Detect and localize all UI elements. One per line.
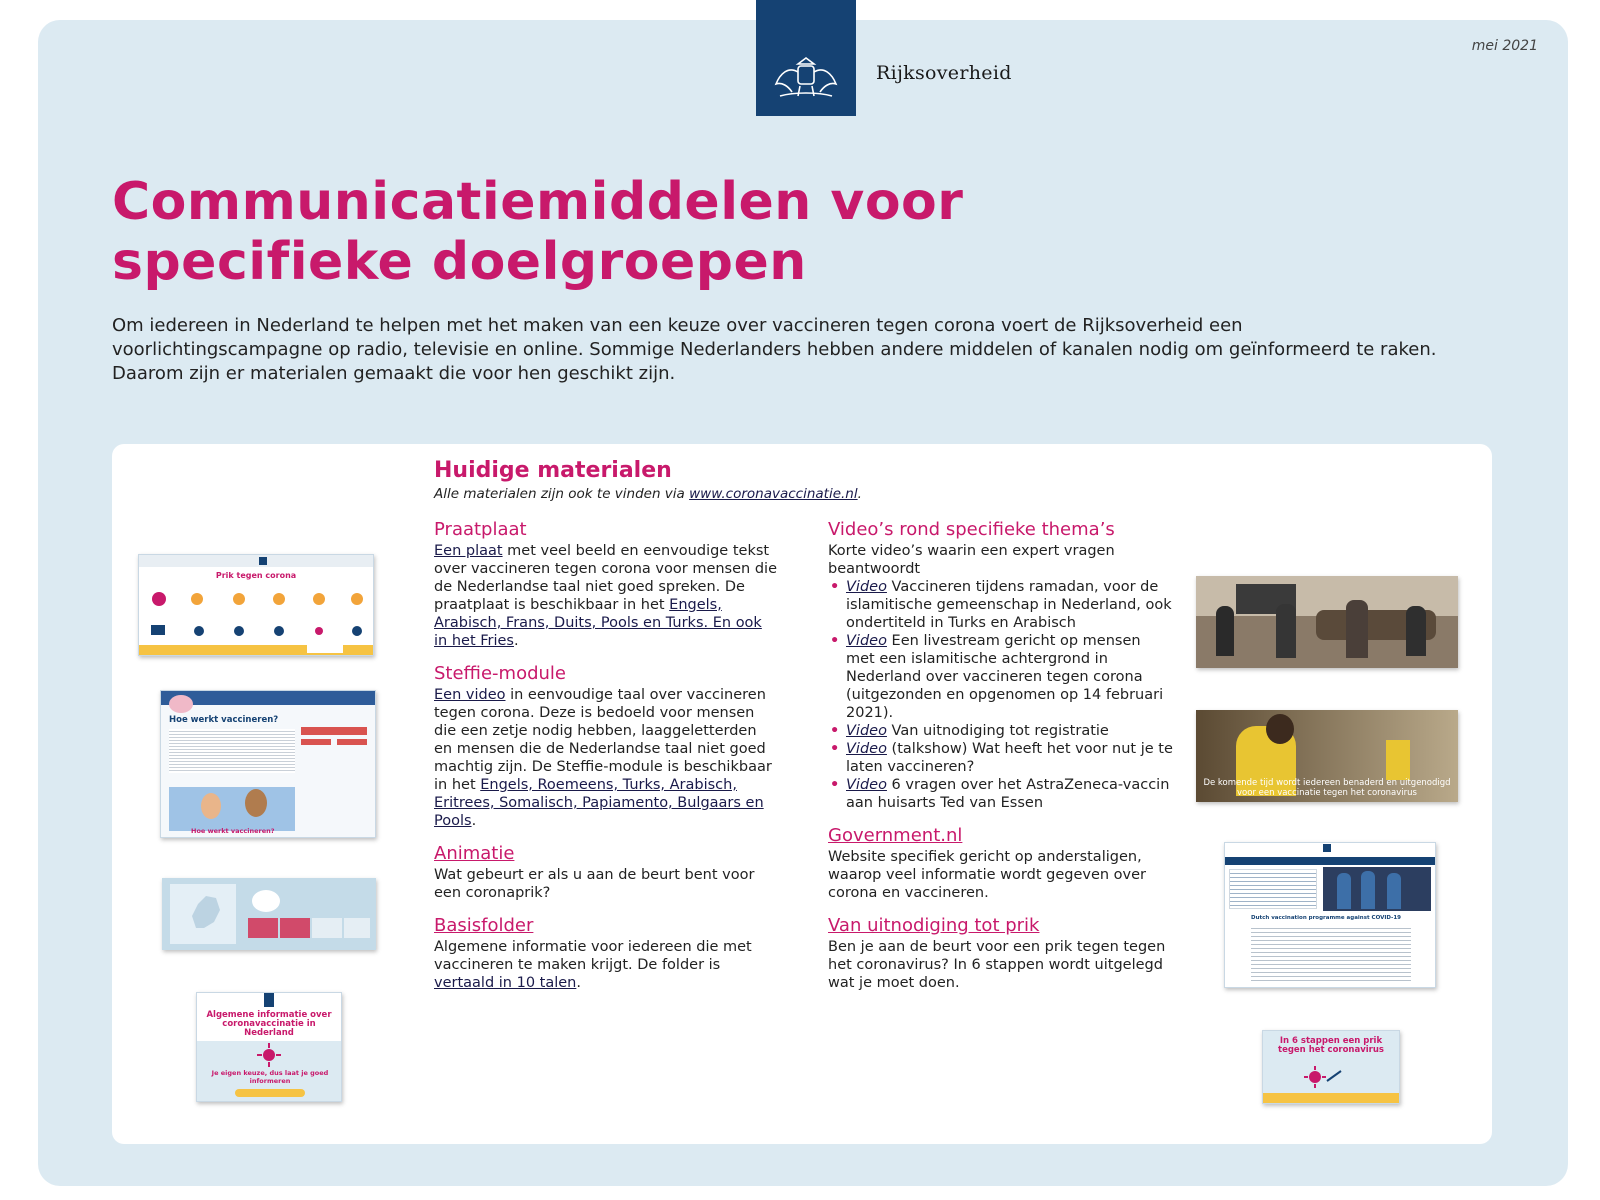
publication-date: mei 2021 <box>1471 38 1538 54</box>
praatplaat-text-2: . <box>513 633 519 649</box>
left-column <box>434 520 779 1006</box>
video-description: 6 vragen over het AstraZeneca-vaccin aan huisarts Ted van Essen <box>846 777 1170 811</box>
steffie-text <box>434 686 779 830</box>
basisfolder-text <box>434 938 779 992</box>
animatie-thumbnail[interactable] <box>162 878 376 950</box>
page-title <box>112 172 1412 292</box>
praatplaat-thumbnail[interactable] <box>138 554 374 656</box>
government-block <box>828 826 1173 902</box>
steffie-block <box>434 664 779 830</box>
materials-heading: Huidige materialen <box>434 458 672 483</box>
praatplaat-languages-link[interactable]: Engels, Arabisch, Frans, Duits, Pools en Turks. En ook in het Fries <box>434 597 762 649</box>
praatplaat-block <box>434 520 779 650</box>
steffie-thumbnail-title: Hoe werkt vaccineren? <box>169 715 279 725</box>
vaccination-video-caption: De komende tijd wordt iedereen benaderd en uitgenodigd voor een vaccinatie tegen het coronavirus <box>1203 778 1451 798</box>
folder-thumbnail-subtitle: Je eigen keuze, dus laat je goed informeren <box>211 1069 329 1085</box>
basisfolder-translations-link[interactable]: vertaald in 10 talen <box>434 975 577 991</box>
ramadan-video-thumbnail[interactable] <box>1196 576 1458 668</box>
video-list-item <box>828 722 1173 740</box>
animatie-title-link[interactable]: Animatie <box>434 843 515 864</box>
praatplaat-text <box>434 542 779 650</box>
basisfolder-block <box>434 916 779 992</box>
animatie-block <box>434 844 779 902</box>
netherlands-map-icon <box>186 892 226 932</box>
video-link[interactable]: Video <box>846 633 887 649</box>
materials-subheading <box>434 486 862 502</box>
intro-paragraph: Om iedereen in Nederland te helpen met het maken van een keuze over vaccineren tegen corona voert de Rijksoverheid een voorlichtingscampagne op radio, televisie en online. Sommige Nederlanders hebben andere middelen of kanalen nodig om geïnformeerd te raken. Daarom zijn er materialen gemaakt die voor hen geschikt zijn. <box>112 315 1437 384</box>
steffie-thumbnail-footer: Hoe werkt vaccineren? <box>191 827 275 835</box>
government-text: Website specifiek gericht op anderstaligen, waarop veel informatie wordt gegeven over corona en vaccineren. <box>828 849 1146 901</box>
video-link[interactable]: Video <box>846 777 887 793</box>
basisfolder-text-1: Algemene informatie voor iedereen die met vaccineren te maken krijgt. De folder is <box>434 939 752 973</box>
praatplaat-title: Praatplaat <box>434 519 527 540</box>
vaccination-video-thumbnail[interactable] <box>1196 710 1458 802</box>
steffie-text-2: . <box>471 813 477 829</box>
praatplaat-link[interactable]: Een plaat <box>434 543 503 559</box>
praatplaat-illustration <box>139 581 374 656</box>
video-list-item <box>828 578 1173 632</box>
video-link[interactable]: Video <box>846 579 887 595</box>
steffie-video-link[interactable]: Een video <box>434 687 506 703</box>
coat-of-arms-icon <box>770 56 842 104</box>
brand-name: Rijksoverheid <box>876 62 1012 84</box>
uitnodiging-block <box>828 916 1173 992</box>
steffie-text-1: in eenvoudige taal over vaccineren tegen corona. Deze is bedoeld voor mensen die een zetje nodig hebben, laaggeletterden en mensen die de Nederlandse taal niet goed machtig zijn. De Steffie-module is beschikbaar in het <box>434 687 772 793</box>
video-list <box>828 578 1173 812</box>
video-description: Een livestream gericht op mensen met een islamitische achtergrond in Nederland over vaccineren tegen corona (uitgezonden en opgenomen op 14 februari 2021). <box>846 633 1164 721</box>
video-list-item <box>828 632 1173 722</box>
video-link[interactable]: Video <box>846 723 887 739</box>
title-line-2: specifieke doelgroepen <box>112 232 807 292</box>
video-description: (talkshow) Wat heeft het voor nut je te laten vaccineren? <box>846 741 1173 775</box>
video-link[interactable]: Video <box>846 741 887 757</box>
six-steps-thumbnail[interactable] <box>1262 1030 1400 1104</box>
video-description: Van uitnodiging tot registratie <box>886 723 1109 739</box>
videos-title: Video’s rond specifieke thema’s <box>828 519 1115 540</box>
steffie-languages-link[interactable]: Engels, Roemeens, Turks, Arabisch, Eritrees, Somalisch, Papiamento, Bulgaars en Pools <box>434 777 764 829</box>
uitnodiging-text: Ben je aan de beurt voor een prik tegen tegen het coronavirus? In 6 stappen wordt uitgelegd wat je moet doen. <box>828 939 1166 991</box>
praatplaat-thumbnail-title: Prik tegen corona <box>215 571 297 580</box>
steffie-title: Steffie-module <box>434 663 566 684</box>
basisfolder-text-2: . <box>576 975 581 991</box>
videos-intro: Korte video’s waarin een expert vragen beantwoordt <box>828 543 1115 577</box>
basisfolder-title-link[interactable]: Basisfolder <box>434 915 534 936</box>
government-title-link[interactable]: Government.nl <box>828 825 963 846</box>
animatie-text: Wat gebeurt er als u aan de beurt bent voor een coronaprik? <box>434 867 755 901</box>
praatplaat-text-1: met veel beeld en eenvoudige tekst over vaccineren tegen corona voor mensen die de Nederlandse taal niet goed spreken. De praatplaat is beschikbaar in het <box>434 543 777 613</box>
video-description: Vaccineren tijdens ramadan, voor de islamitische gemeenschap in Nederland, ook ondertiteld in Turks en Arabisch <box>846 579 1172 631</box>
coronavaccinatie-link[interactable]: www.coronavaccinatie.nl <box>689 486 858 502</box>
materials-sub-prefix: Alle materialen zijn ook te vinden via <box>434 486 690 502</box>
right-column <box>828 520 1173 1006</box>
folder-thumbnail-title: Algemene informatie over coronavaccinatie in Nederland <box>206 1010 332 1038</box>
rijksoverheid-logo <box>756 0 856 116</box>
materials-card <box>112 444 1492 1144</box>
video-list-item <box>828 740 1173 776</box>
government-thumbnail-heading: Dutch vaccination programme against COVID-19 <box>1251 915 1401 921</box>
basisfolder-thumbnail[interactable] <box>196 992 342 1102</box>
video-list-item <box>828 776 1173 812</box>
steffie-thumbnail[interactable] <box>160 690 376 838</box>
title-line-1: Communicatiemiddelen voor <box>112 172 964 232</box>
government-website-thumbnail[interactable] <box>1224 842 1436 988</box>
vaccine-syringe-icon <box>1303 1065 1343 1089</box>
videos-block <box>828 520 1173 812</box>
virus-icon <box>257 1043 281 1067</box>
uitnodiging-title-link[interactable]: Van uitnodiging tot prik <box>828 915 1040 936</box>
materials-sub-suffix: . <box>857 486 862 502</box>
six-steps-title: In 6 stappen een prik tegen het coronavirus <box>1278 1036 1384 1055</box>
